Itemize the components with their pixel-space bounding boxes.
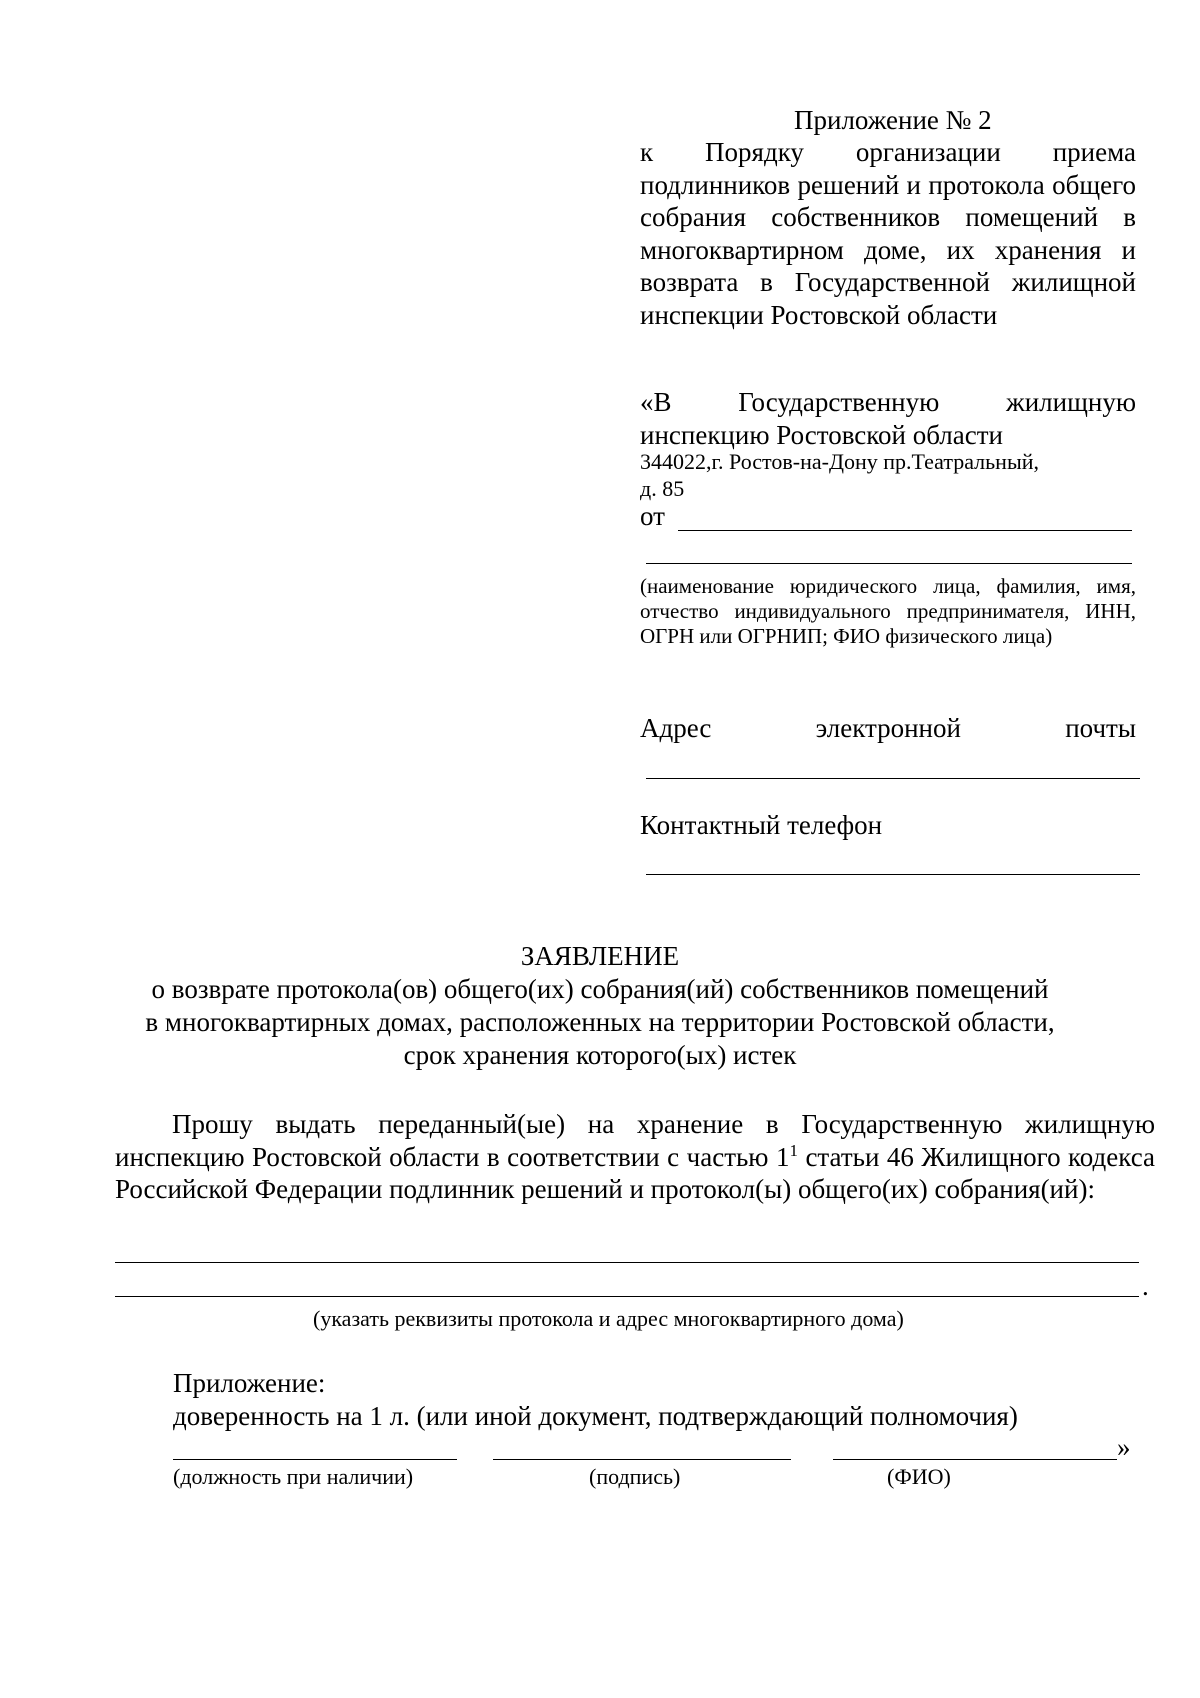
title-line-3: срок хранения которого(ых) истек: [403, 1040, 797, 1070]
document-heading: ЗАЯВЛЕНИЕ: [520, 941, 680, 971]
details-line-1: [115, 1262, 1139, 1263]
phone-label: Контактный телефон: [640, 810, 883, 840]
attachment-label: Приложение:: [173, 1368, 326, 1398]
request-paragraph: [115, 1108, 1155, 1206]
position-line: [173, 1459, 457, 1460]
details-hint: (указать реквизиты протокола и адрес многоквартирного дома): [313, 1306, 904, 1331]
appendix-text: к Порядку организации приема подлинников решений и протокола общего собрания собственников помещений в многоквартирном доме, их хранения и возврата в Государственной жилищной инспекции Ростовской области: [640, 137, 1136, 330]
addressee-to: «В Государственную жилищную инспекцию Ростовской области: [640, 387, 1136, 450]
details-line-end: .: [1142, 1271, 1149, 1301]
request-text-part2: статьи 46 Жилищного кодекса Российской Федерации подлинник решений и протокол(ы) общего(их) собрания(ий):: [115, 1141, 1155, 1204]
phone-line: [646, 874, 1140, 875]
details-line-2: [115, 1296, 1139, 1297]
title-line-2: в многоквартирных домах, расположенных на территории Ростовской области,: [145, 1007, 1055, 1037]
signature-line: [493, 1459, 791, 1460]
attachment-text: доверенность на 1 л. (или иной документ, подтверждающий полномочия): [173, 1401, 1018, 1431]
request-text-part1: Прошу выдать переданный(ые) на хранение в Государственную жилищную инспекцию Ростовской области в соответствии с частью 1: [115, 1109, 1155, 1172]
from-label: от: [640, 501, 665, 531]
addressee-address-line2: д. 85: [640, 476, 685, 501]
appendix-title: Приложение № 2: [794, 105, 992, 135]
from-line-1: [678, 530, 1132, 531]
name-hint: (ФИО): [887, 1464, 951, 1489]
position-hint: (должность при наличии): [173, 1464, 414, 1489]
signature-hint: (подпись): [589, 1464, 681, 1489]
addressee-address-line1: 344022,г. Ростов-на-Дону пр.Театральный,: [640, 449, 1040, 474]
email-line: [646, 778, 1140, 779]
request-superscript: 1: [789, 1140, 798, 1160]
title-line-1: о возврате протокола(ов) общего(их) собрания(ий) собственников помещений: [151, 974, 1049, 1004]
name-line: [833, 1459, 1117, 1460]
email-label: Адрес электронной почты: [640, 713, 1136, 743]
from-line-2: [646, 563, 1132, 564]
closing-quote: »: [1117, 1432, 1131, 1462]
from-hint: (наименование юридического лица, фамилия, имя, отчество индивидуального предпринимателя, ИНН, ОГРН или ОГРНИП; ФИО физического лица): [640, 574, 1136, 648]
